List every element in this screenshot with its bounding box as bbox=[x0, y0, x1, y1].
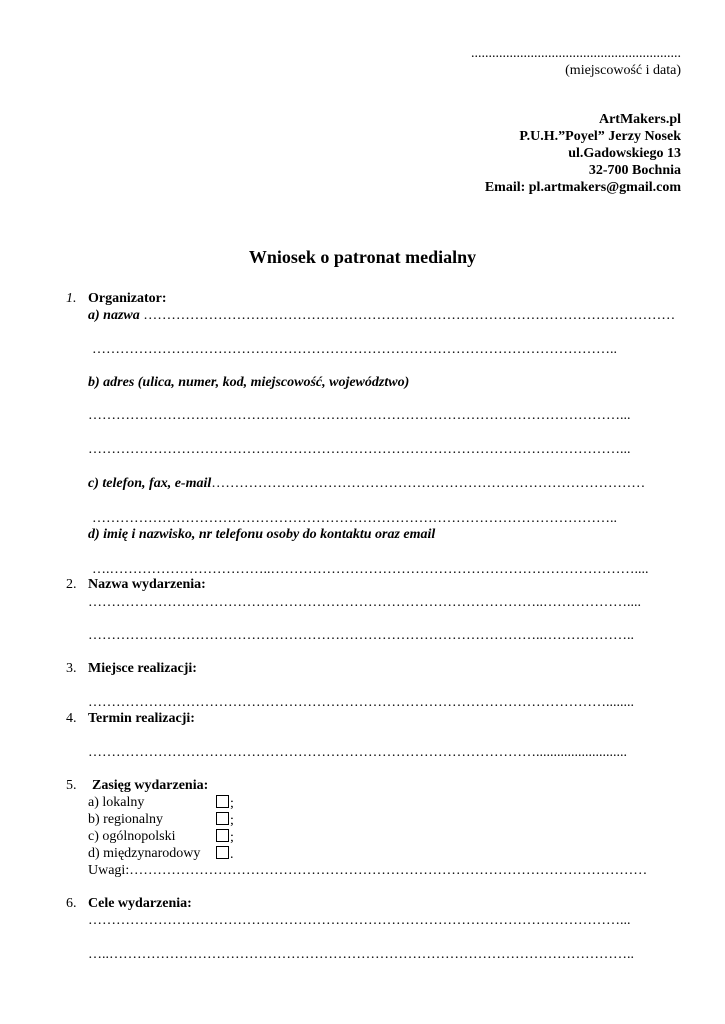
option-suffix: ; bbox=[230, 830, 234, 845]
scope-option-local[interactable] bbox=[216, 795, 234, 812]
section-3-heading: Miejsce realizacji: bbox=[88, 661, 197, 676]
organizer-contact-row bbox=[88, 476, 673, 492]
event-goals-field-2[interactable]: …..………………………………………………………………………………………………….. bbox=[88, 947, 634, 962]
section-2-number: 2. bbox=[66, 577, 77, 592]
section-6-heading: Cele wydarzenia: bbox=[88, 896, 192, 911]
section-2-heading: Nazwa wydarzenia: bbox=[88, 577, 206, 592]
organizer-name-label: a) nazwa bbox=[88, 308, 140, 323]
address-line-owner: P.U.H.”Poyel” Jerzy Nosek bbox=[519, 129, 681, 144]
organizer-name-row bbox=[88, 308, 676, 324]
section-1-heading: Organizator: bbox=[88, 291, 167, 306]
address-line-street: ul.Gadowskiego 13 bbox=[568, 146, 681, 161]
event-date-field[interactable]: …………………………………………………………………………………….......................... bbox=[88, 745, 627, 760]
event-location-field[interactable]: …………………………………………………………………………………………………........ bbox=[88, 695, 634, 710]
section-4-heading: Termin realizacji: bbox=[88, 711, 195, 726]
option-suffix: . bbox=[230, 847, 234, 862]
page-title: Wniosek o patronat medialny bbox=[248, 247, 477, 267]
remarks-label: Uwagi: bbox=[88, 863, 130, 878]
organizer-address-field-2[interactable]: ……………………………………………………………………………………………………... bbox=[88, 442, 631, 457]
place-date-label: (miejscowość i data) bbox=[565, 63, 681, 78]
scope-option-international-label: d) międzynarodowy bbox=[88, 846, 201, 861]
scope-option-regional[interactable] bbox=[216, 812, 234, 829]
organizer-contact-field[interactable]: ………………………………………………………………………………… bbox=[211, 476, 646, 491]
address-line-city: 32-700 Bochnia bbox=[588, 163, 681, 178]
scope-option-regional-label: b) regionalny bbox=[88, 812, 164, 827]
organizer-address-field-1[interactable]: ……………………………………………………………………………………………………... bbox=[88, 408, 631, 423]
checkbox-local[interactable] bbox=[216, 795, 229, 808]
address-line-company: ArtMakers.pl bbox=[598, 112, 681, 127]
event-name-field-1[interactable]: ……………………………………………………………………………………..……………….... bbox=[88, 595, 641, 610]
checkbox-regional[interactable] bbox=[216, 812, 229, 825]
section-4-number: 4. bbox=[66, 711, 77, 726]
organizer-address-label: b) adres (ulica, numer, kod, miejscowość, województwo) bbox=[88, 375, 410, 390]
address-line-email: Email: pl.artmakers@gmail.com bbox=[484, 180, 681, 195]
organizer-contact-label: c) telefon, fax, e-mail bbox=[88, 476, 212, 491]
organizer-contact-field-2[interactable]: ………………………………………………………………………………………………….. bbox=[92, 511, 617, 526]
section-5-number: 5. bbox=[66, 778, 77, 793]
section-1-number: 1. bbox=[66, 291, 77, 306]
scope-option-local-label: a) lokalny bbox=[88, 795, 145, 810]
organizer-name-field[interactable]: …………………………………………………………………………………………………… bbox=[143, 308, 676, 323]
event-goals-field-1[interactable]: ……………………………………………………………………………………………………... bbox=[88, 913, 631, 928]
option-suffix: ; bbox=[230, 796, 234, 811]
section-6-number: 6. bbox=[66, 896, 77, 911]
option-suffix: ; bbox=[230, 813, 234, 828]
section-5-heading: Zasięg wydarzenia: bbox=[92, 778, 209, 793]
remarks-row bbox=[88, 863, 673, 879]
event-name-field-2[interactable]: ……………………………………………………………………………………..……………….. bbox=[88, 628, 634, 643]
contact-person-field[interactable]: ….……………………………..…………………………………………………………………….... bbox=[92, 562, 649, 577]
checkbox-international[interactable] bbox=[216, 846, 229, 859]
contact-person-label: d) imię i nazwisko, nr telefonu osoby do kontaktu oraz email bbox=[88, 527, 436, 542]
remarks-field[interactable]: ………………………………………………………………………………………………… bbox=[129, 863, 648, 878]
organizer-name-field-2[interactable]: ………………………………………………………………………………………………….. bbox=[92, 342, 617, 357]
section-3-number: 3. bbox=[66, 661, 77, 676]
checkbox-national[interactable] bbox=[216, 829, 229, 842]
scope-option-international[interactable] bbox=[216, 846, 234, 863]
scope-option-national[interactable] bbox=[216, 829, 234, 846]
place-date-dots: ............................................................ bbox=[471, 46, 681, 61]
scope-option-national-label: c) ogólnopolski bbox=[88, 829, 176, 844]
